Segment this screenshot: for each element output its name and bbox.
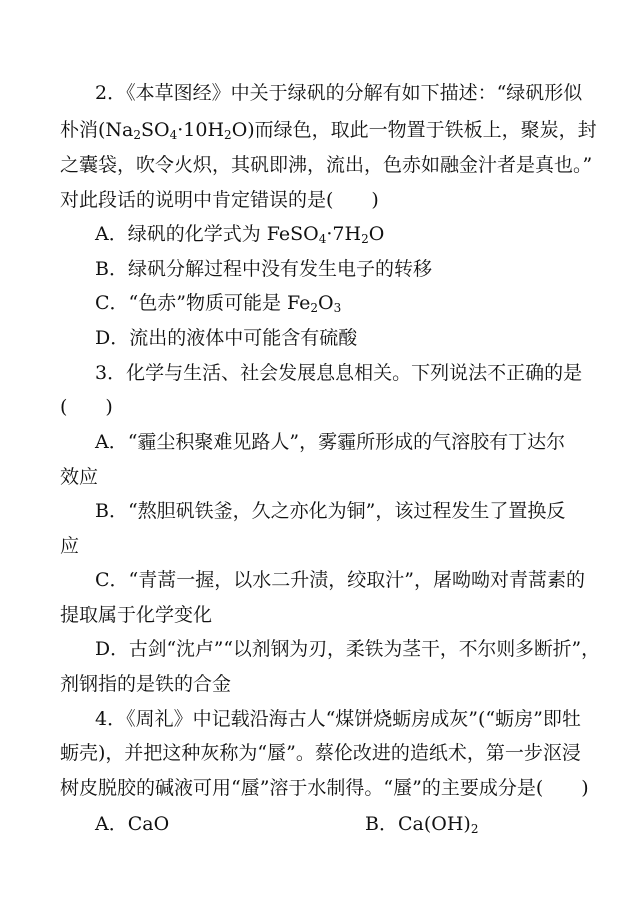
q4-option-b [365, 812, 478, 836]
subscript: 2 [133, 128, 142, 142]
q2-option-c-text-b: O [318, 292, 334, 314]
q3-option-d-line-2: 剂钢指的是铁的合金 [60, 673, 232, 695]
subscript: 2 [361, 232, 369, 246]
subscript: 2 [310, 301, 319, 315]
q2-line-2-text-c: ·10H [177, 119, 225, 141]
q2-line-2-text-d: O)而绿色，取此一物置于铁板上，聚炭，封 [231, 119, 597, 141]
q3-option-d-line-1: D．古剑“沈卢”“以剂钢为刃，柔铁为茎干，不尔则多断折”， [95, 638, 600, 660]
q2-option-c-text-a: C．“色赤”物质可能是 Fe [95, 292, 311, 314]
q3-line-1: 3．化学与生活、社会发展息息相关。下列说法不正确的是 [95, 362, 583, 384]
q2-option-a-text-a: A．绿矾的化学式为 FeSO [95, 223, 319, 245]
q2-line-2-text-b: SO [141, 119, 170, 141]
q2-line-1: 2．《本草图经》中关于绿矾的分解有如下描述：“绿矾形似 [95, 82, 583, 104]
q3-option-a-line-1: A．“霾尘积聚难见路人”，雾霾所形成的气溶胶有丁达尔 [95, 431, 566, 453]
q3-option-b-line-2: 应 [60, 535, 80, 557]
q4-line-2: 蛎壳)，并把这种灰称为“蜃”。蔡伦改进的造纸术，第一步沤浸 [60, 742, 581, 764]
q4-options-row [95, 812, 495, 836]
q4-option-b-text: B．Ca(OH) [365, 813, 471, 835]
q4-option-a: A．CaO [95, 813, 170, 835]
q2-option-a-text-c: O [368, 223, 385, 245]
q4-line-1: 4．《周礼》中记载沿海古人“煤饼烧蛎房成灰”(“蛎房”即牡 [95, 708, 581, 730]
q2-line-2-text-a: 朴消(Na [60, 119, 134, 141]
q3-option-c-line-1: C．“青蒿一握，以水二升渍，绞取汁”，屠呦呦对青蒿素的 [95, 569, 585, 591]
q3-line-2: ( ) [60, 396, 113, 418]
q2-line-3: 之囊袋，吹令火炽，其矾即沸，流出，色赤如融金汁者是真也。” [60, 154, 593, 176]
q2-option-b: B．绿矾分解过程中没有发生电子的转移 [95, 258, 432, 280]
subscript: 4 [169, 128, 178, 142]
q2-option-d: D．流出的液体中可能含有硫酸 [95, 327, 358, 349]
q2-line-4: 对此段话的说明中肯定错误的是( ) [60, 189, 379, 211]
q3-option-a-line-2: 效应 [60, 466, 99, 488]
subscript: 2 [224, 128, 232, 142]
q2-option-a-text-b: ·7H [326, 223, 362, 245]
q2-line-2 [60, 118, 597, 142]
q2-option-c [95, 291, 341, 315]
q4-line-3: 树皮脱胶的碱液可用“蜃”溶于水制得。“蜃”的主要成分是( ) [60, 777, 589, 799]
subscript: 3 [333, 301, 342, 315]
q2-option-a [95, 222, 384, 246]
subscript: 2 [470, 822, 479, 836]
q3-option-b-line-1: B．“熬胆矾铁釜，久之亦化为铜”，该过程发生了置换反 [95, 500, 566, 522]
subscript: 4 [318, 232, 327, 246]
q3-option-c-line-2: 提取属于化学变化 [60, 604, 213, 626]
